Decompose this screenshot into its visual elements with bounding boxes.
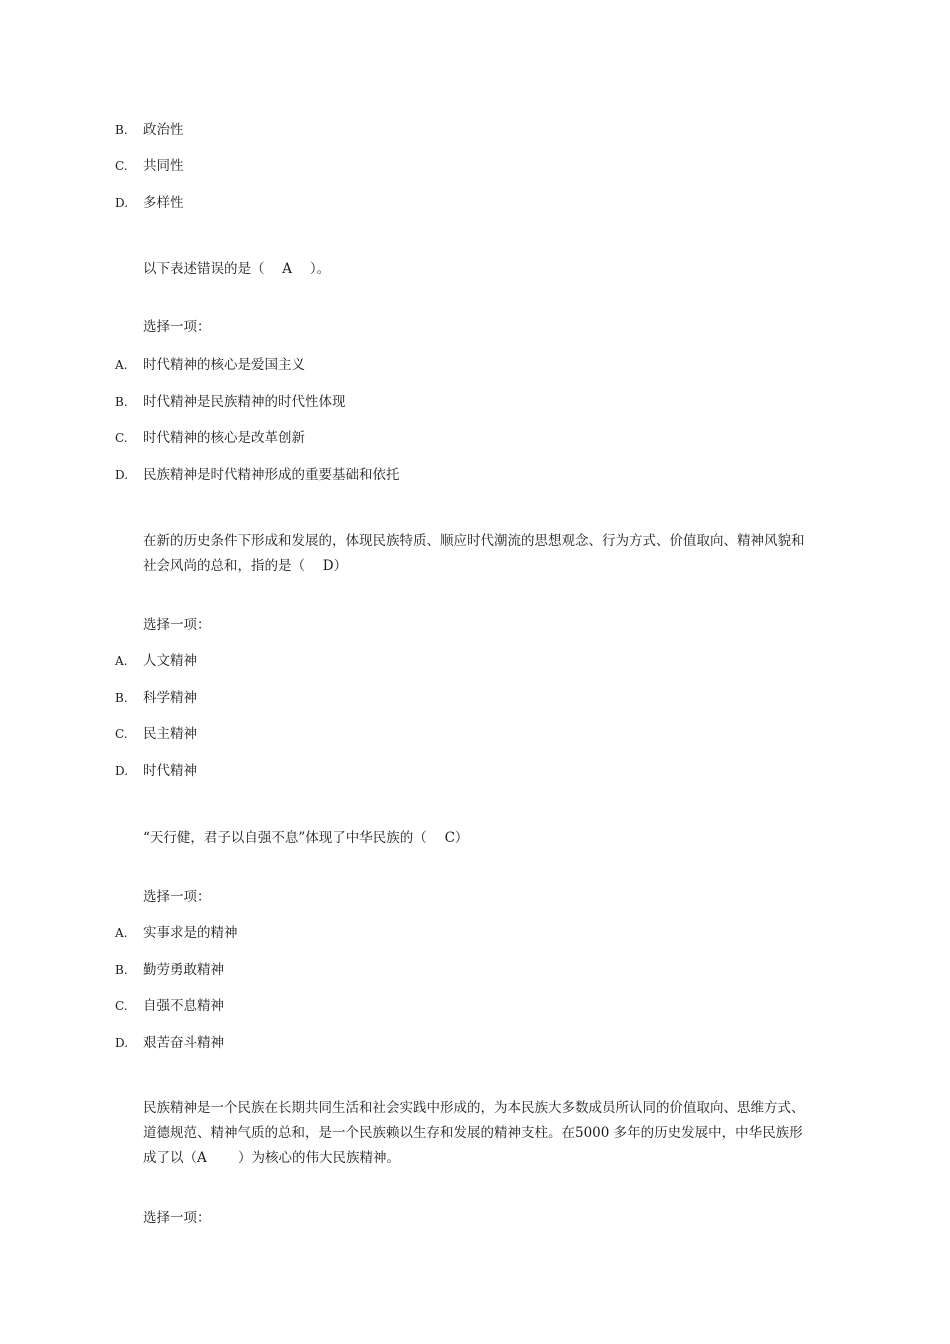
question-2-prompt: 选择一项：	[143, 617, 211, 633]
question-1-option-a[interactable]	[115, 355, 305, 375]
option-text: 艰苦奋斗精神	[143, 1035, 224, 1051]
option-text: 共同性	[143, 158, 184, 174]
option-letter: B.	[115, 963, 128, 977]
option-text: 多样性	[143, 195, 184, 211]
option-letter: D.	[115, 196, 129, 210]
question-3-option-b[interactable]	[115, 960, 224, 980]
option-letter: D.	[115, 764, 129, 778]
option-letter: B.	[115, 691, 128, 705]
option-b[interactable]	[115, 120, 184, 140]
option-letter: A.	[115, 358, 128, 372]
option-text: 时代精神	[143, 763, 197, 779]
option-letter: A.	[115, 654, 128, 668]
option-text: 科学精神	[143, 690, 197, 706]
question-2-option-c[interactable]	[115, 724, 197, 744]
option-letter: C.	[115, 159, 128, 173]
option-d[interactable]	[115, 193, 184, 213]
option-text: 民主精神	[143, 726, 197, 742]
question-3-prompt: 选择一项：	[143, 889, 211, 905]
option-letter: D.	[115, 468, 129, 482]
option-letter: B.	[115, 123, 128, 137]
option-text: 民族精神是时代精神形成的重要基础和依托	[143, 467, 400, 483]
option-text: 自强不息精神	[143, 998, 224, 1014]
option-letter: A.	[115, 926, 128, 940]
option-text: 时代精神是民族精神的时代性体现	[143, 394, 346, 410]
option-text: 实事求是的精神	[143, 925, 238, 941]
question-1-option-c[interactable]	[115, 428, 305, 448]
option-text: 时代精神的核心是爱国主义	[143, 357, 305, 373]
question-4-prompt: 选择一项：	[143, 1210, 211, 1226]
question-1-option-d[interactable]	[115, 465, 400, 485]
question-2-text: 在新的历史条件下形成和发展的，体现民族特质、顺应时代潮流的思想观念、行为方式、价值取向、精神风貌和社会风尚的总和，指的是（ D）	[143, 533, 805, 574]
option-text: 人文精神	[143, 653, 197, 669]
option-text: 政治性	[143, 122, 184, 138]
question-1-prompt: 选择一项：	[143, 319, 211, 335]
option-text: 勤劳勇敢精神	[143, 962, 224, 978]
question-4-text: 民族精神是一个民族在长期共同生活和社会实践中形成的，为本民族大多数成员所认同的价值取向、思维方式、道德规范、精神气质的总和，是一个民族赖以生存和发展的精神支柱。在5000 多年的历史发展中，中华民族形成了以（A ）为核心的伟大民族精神。	[143, 1100, 805, 1166]
question-2-option-d[interactable]	[115, 761, 197, 781]
question-3-option-a[interactable]	[115, 923, 238, 943]
question-3-option-c[interactable]	[115, 996, 224, 1016]
option-letter: D.	[115, 1036, 129, 1050]
question-2-option-a[interactable]	[115, 651, 197, 671]
question-3-option-d[interactable]	[115, 1033, 224, 1053]
option-letter: B.	[115, 395, 128, 409]
option-text: 时代精神的核心是改革创新	[143, 430, 305, 446]
option-letter: C.	[115, 727, 128, 741]
question-1-option-b[interactable]	[115, 392, 346, 412]
option-letter: C.	[115, 999, 128, 1013]
option-letter: C.	[115, 431, 128, 445]
option-c[interactable]	[115, 156, 184, 176]
question-3-text: “天行健，君子以自强不息”体现了中华民族的（ C）	[143, 830, 469, 846]
question-2-option-b[interactable]	[115, 688, 197, 708]
question-1-text: 以下表述错误的是（ A ）。	[143, 261, 331, 277]
